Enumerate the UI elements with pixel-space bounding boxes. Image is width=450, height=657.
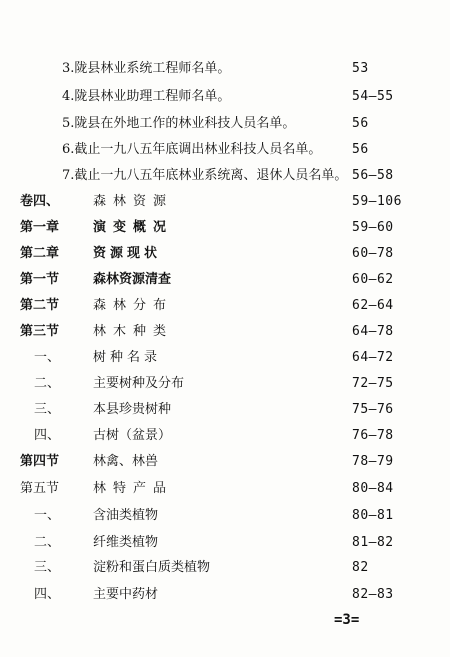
toc-entry-pages: 60—78 [352, 246, 394, 261]
toc-entry-prefix: 二、 [34, 376, 61, 391]
toc-entry-prefix: 第四节 [20, 454, 60, 469]
toc-entry-pages: 56—58 [352, 168, 394, 183]
toc-entry [0, 532, 450, 554]
toc-entry-title: 4.陇县林业助理工程师名单。 [62, 89, 231, 104]
toc-entry [0, 191, 450, 213]
toc-entry-pages: 82 [352, 560, 369, 575]
toc-entry [0, 451, 450, 473]
toc-entry-prefix: 四、 [34, 587, 61, 602]
toc-entry [0, 165, 450, 187]
toc-entry [0, 58, 450, 80]
toc-entry [0, 373, 450, 395]
toc-entry-pages: 64—78 [352, 324, 394, 339]
toc-entry [0, 295, 450, 317]
toc-entry-pages: 53 [352, 61, 369, 76]
toc-entry [0, 139, 450, 161]
toc-entry [0, 86, 450, 108]
toc-entry-prefix: 一、 [34, 508, 61, 523]
toc-entry-pages: 76—78 [352, 428, 394, 443]
toc-entry-title: 纤维类植物 [93, 535, 159, 550]
toc-entry-title: 古树（盆景） [93, 428, 172, 443]
toc-entry-prefix: 卷四、 [20, 194, 60, 209]
toc-entry-title: 树种名录 [93, 350, 162, 365]
toc-entry-pages: 64—72 [352, 350, 394, 365]
toc-entry-prefix: 第三节 [20, 324, 60, 339]
toc-entry-title: 林木种类 [93, 324, 174, 339]
toc-entry-title: 林禽、林兽 [93, 454, 159, 469]
toc-entry-prefix: 第二节 [20, 298, 60, 313]
toc-entry-title: 演变概况 [93, 220, 174, 235]
toc-entry-title: 林特产品 [93, 481, 174, 496]
toc-entry-title: 含油类植物 [93, 508, 159, 523]
toc-entry-pages: 59—60 [352, 220, 394, 235]
toc-entry [0, 557, 450, 579]
toc-entry-pages: 54—55 [352, 89, 394, 104]
toc-entry-prefix: 第五节 [20, 481, 60, 496]
toc-entry-title: 森林资源清查 [93, 272, 172, 287]
toc-entry-title: 3.陇县林业系统工程师名单。 [62, 61, 231, 76]
toc-entry [0, 425, 450, 447]
toc-entry-title: 森林分布 [93, 298, 174, 313]
toc-entry-pages: 78—79 [352, 454, 394, 469]
toc-entry-title: 主要树种及分布 [93, 376, 185, 391]
toc-entry-pages: 60—62 [352, 272, 394, 287]
toc-entry-prefix: 第一章 [20, 220, 60, 235]
toc-entry [0, 113, 450, 135]
toc-entry [0, 584, 450, 606]
toc-entry-pages: 56 [352, 142, 369, 157]
toc-entry-title: 5.陇县在外地工作的林业科技人员名单。 [62, 116, 296, 131]
toc-entry [0, 217, 450, 239]
toc-entry-prefix: 三、 [34, 560, 61, 575]
toc-entry-prefix: 第一节 [20, 272, 60, 287]
toc-entry-pages: 75—76 [352, 402, 394, 417]
toc-entry-pages: 81—82 [352, 535, 394, 550]
toc-entry [0, 505, 450, 527]
toc-entry-prefix: 四、 [34, 428, 61, 443]
toc-entry [0, 269, 450, 291]
toc-entry-title: 资源现状 [93, 246, 162, 261]
toc-entry-pages: 56 [352, 116, 369, 131]
toc-entry-pages: 59—106 [352, 194, 402, 209]
toc-entry-pages: 80—81 [352, 508, 394, 523]
toc-entry-prefix: 第二章 [20, 246, 60, 261]
toc-entry [0, 478, 450, 500]
toc-entry [0, 243, 450, 265]
toc-entry-title: 6.截止一九八五年底调出林业科技人员名单。 [62, 142, 322, 157]
toc-entry-title: 7.截止一九八五年底林业系统离、退休人员名单。 [62, 168, 348, 183]
toc-entry-title: 森林资源 [93, 194, 174, 209]
toc-entry [0, 321, 450, 343]
toc-entry-pages: 82—83 [352, 587, 394, 602]
toc-entry-title: 淀粉和蛋白质类植物 [93, 560, 211, 575]
toc-entry [0, 399, 450, 421]
toc-entry-pages: 62—64 [352, 298, 394, 313]
toc-entry-prefix: 二、 [34, 535, 61, 550]
toc-entry-pages: 80—84 [352, 481, 394, 496]
toc-entry-prefix: 三、 [34, 402, 61, 417]
toc-entry-prefix: 一、 [34, 350, 61, 365]
toc-entry-title: 本县珍贵树种 [93, 402, 172, 417]
page-number: =3= [334, 612, 360, 628]
toc-entry [0, 347, 450, 369]
toc-entry-title: 主要中药材 [93, 587, 159, 602]
toc-entry-pages: 72—75 [352, 376, 394, 391]
